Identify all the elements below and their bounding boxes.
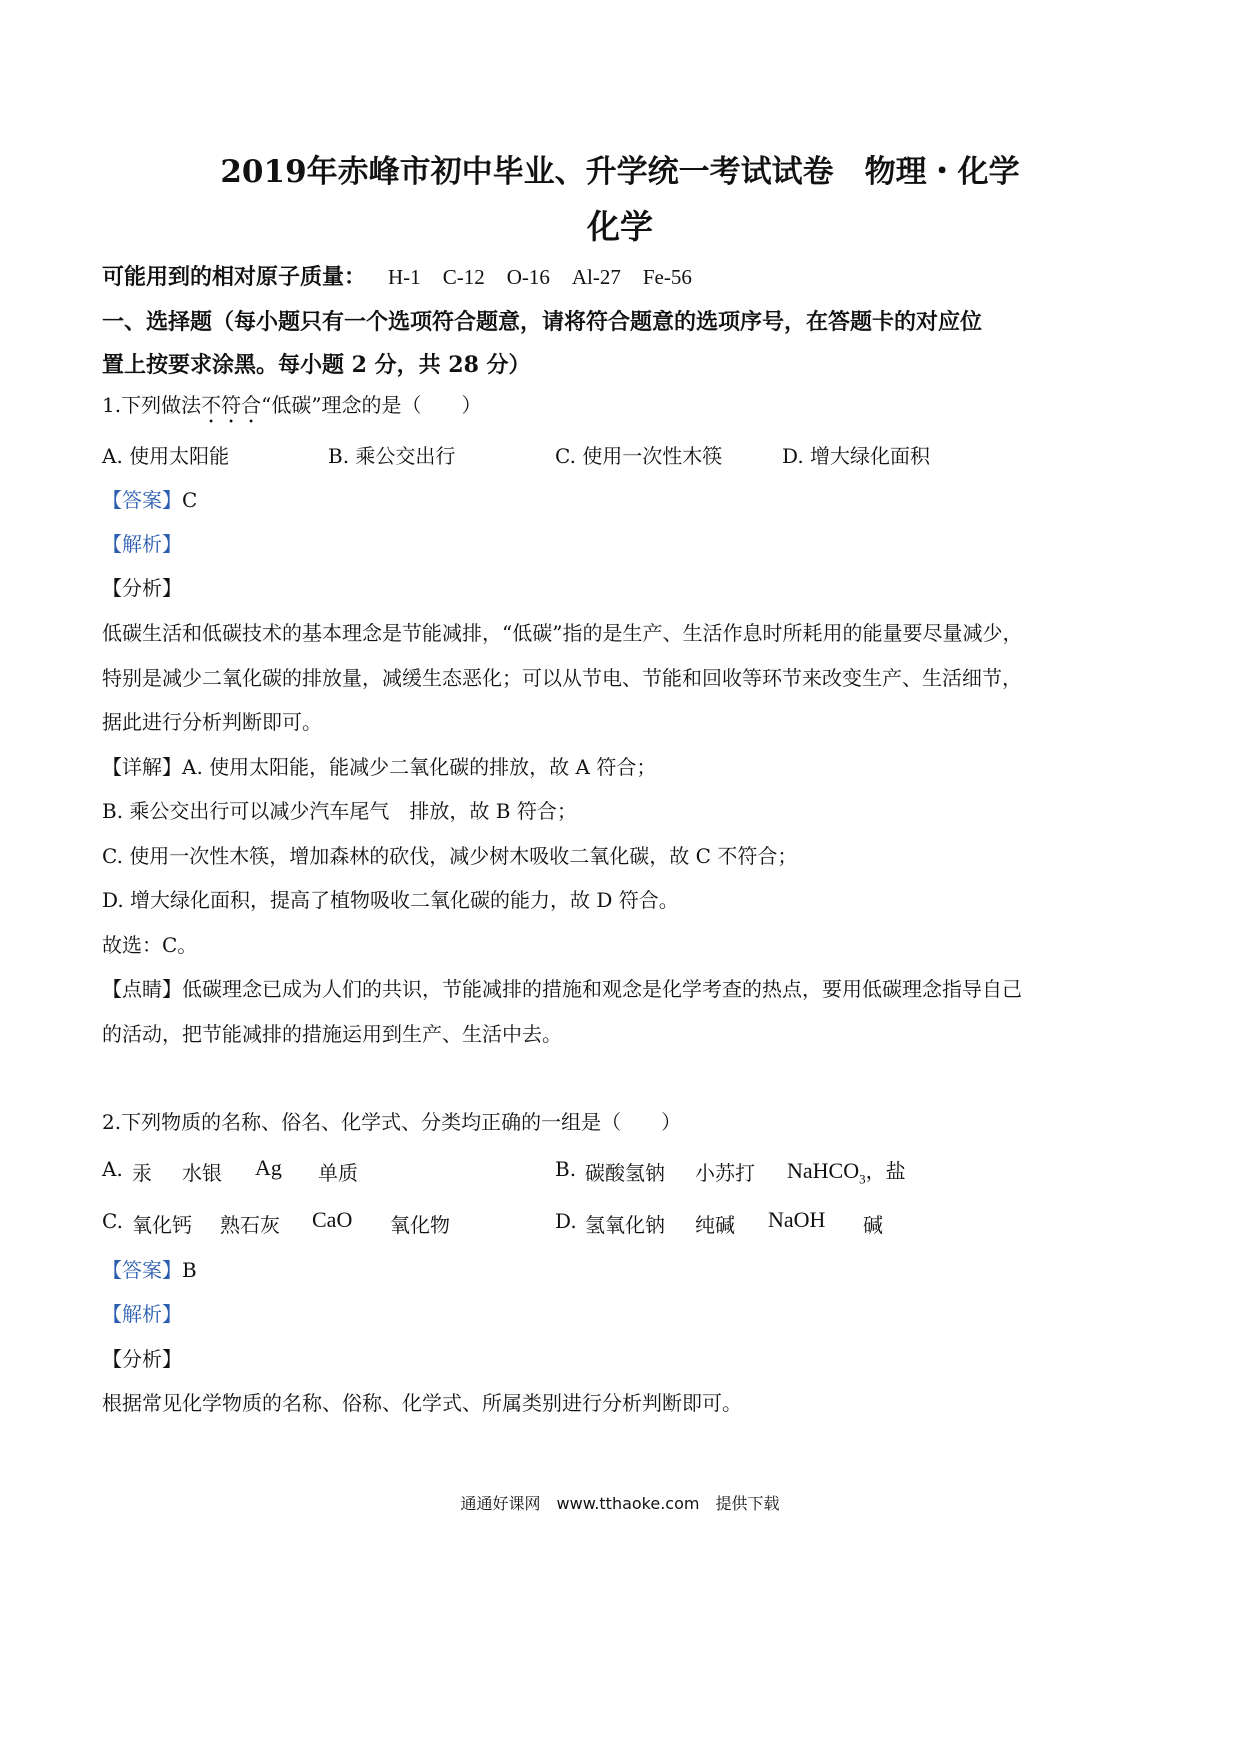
atomic-mass-item: H-1 — [388, 265, 421, 289]
q1-stem — [102, 389, 482, 428]
q2-option-a-name: 汞 — [132, 1161, 152, 1185]
dianjing-label: 【点睛】 — [102, 977, 182, 1001]
q1-option-a: A. 使用太阳能 — [102, 444, 230, 468]
q2-option-c-letter: C. — [102, 1209, 123, 1233]
q1-option-c: C. 使用一次性木筷 — [555, 444, 723, 468]
atomic-mass-item: C-12 — [442, 265, 485, 289]
q2-option-d-type: 碱 — [863, 1213, 883, 1237]
q2-answer — [102, 1254, 197, 1283]
q1-fenxi-label: 【分析】 — [102, 576, 182, 600]
q2-option-a-formula: Ag — [255, 1155, 282, 1180]
q2-option-c-common: 熟石灰 — [220, 1213, 280, 1237]
q2-option-a-common: 水银 — [182, 1161, 222, 1185]
q2-option-c-formula: CaO — [312, 1207, 353, 1232]
q1-jiexi-label: 【解析】 — [102, 532, 182, 556]
answer-label: 【答案】 — [102, 1258, 182, 1282]
q2-option-a-type: 单质 — [318, 1161, 358, 1185]
q2-option-d-letter: D. — [555, 1209, 577, 1233]
atomic-mass-label: 可能用到的相对原子质量： — [102, 264, 367, 290]
q1-analysis-line: 特别是减少二氧化碳的排放量，减缓生态恶化；可以从节电、节能和回收等环节来改变生产、生活细节， — [102, 666, 1022, 690]
q2-option-d-common: 纯碱 — [695, 1213, 735, 1237]
q2-analysis: 根据常见化学物质的名称、俗称、化学式、所属类别进行分析判断即可。 — [102, 1391, 742, 1415]
exam-title: 2019年赤峰市初中毕业、升学统一考试试卷 物理・化学 — [220, 154, 1020, 190]
answer-value: C — [182, 488, 198, 512]
formula-tail: ，盐 — [865, 1159, 906, 1183]
q1-option-d: D. 增大绿化面积 — [782, 444, 931, 468]
section-heading-line2: 置上按要求涂黑。每小题 2 分，共 28 分） — [102, 352, 531, 378]
answer-label: 【答案】 — [102, 488, 182, 512]
q1-conclusion: 故选：C。 — [102, 933, 198, 957]
q1-dianjing-line: 的活动，把节能减排的措施运用到生产、生活中去。 — [102, 1022, 562, 1046]
section-heading-line1: 一、选择题（每小题只有一个选项符合题意，请将符合题意的选项序号，在答题卡的对应位 — [102, 309, 983, 335]
detail-label: 【详解】 — [102, 755, 182, 779]
q1-stem-suffix: “低碳”理念的是（ ） — [261, 393, 482, 417]
atomic-mass-item: O-16 — [506, 265, 550, 289]
q1-detail-line: B. 乘公交出行可以减少汽车尾气 排放，故 B 符合； — [102, 799, 577, 823]
dianjing-text: 低碳理念已成为人们的共识，节能减排的措施和观念是化学考查的热点，要用低碳理念指导自己 — [182, 977, 1022, 1001]
q1-analysis-line: 据此进行分析判断即可。 — [102, 710, 322, 734]
q2-option-b-name: 碳酸氢钠 — [585, 1161, 665, 1185]
q2-option-b-common: 小苏打 — [695, 1161, 755, 1185]
q1-option-b: B. 乘公交出行 — [328, 444, 456, 468]
q1-stem-emphasis: 不符合 — [201, 393, 262, 417]
q2-option-a-letter: A. — [102, 1157, 123, 1181]
subject-title: 化学 — [587, 207, 653, 246]
q1-analysis-line: 低碳生活和低碳技术的基本理念是节能减排，“低碳”指的是生产、生活作息时所耗用的能量要尽量减少， — [102, 621, 1023, 645]
q1-detail-line: D. 增大绿化面积，提高了植物吸收二氧化碳的能力，故 D 符合。 — [102, 888, 679, 912]
q1-detail-line: C. 使用一次性木筷，增加森林的砍伐，减少树木吸收二氧化碳，故 C 不符合； — [102, 844, 798, 868]
q2-option-b-formula — [787, 1155, 906, 1187]
page-footer: 通通好课网 www.tthaoke.com 提供下载 — [460, 1494, 780, 1513]
q2-option-b-letter: B. — [555, 1157, 577, 1181]
q2-stem: 2.下列物质的名称、俗名、化学式、分类均正确的一组是（ ） — [102, 1110, 682, 1134]
q2-option-c-name: 氧化钙 — [132, 1213, 192, 1237]
answer-value: B — [182, 1258, 197, 1282]
atomic-mass-line — [102, 260, 692, 291]
q2-option-d-name: 氢氧化钠 — [585, 1213, 665, 1237]
q1-detail-line — [102, 751, 656, 780]
q2-option-d-formula: NaOH — [768, 1207, 826, 1232]
q2-jiexi-label: 【解析】 — [102, 1302, 182, 1326]
q1-answer — [102, 484, 197, 513]
atomic-mass-item: Al-27 — [571, 265, 621, 289]
q1-dianjing-line — [102, 973, 1022, 1002]
atomic-mass-item: Fe-56 — [642, 265, 692, 289]
q2-option-c-type: 氧化物 — [390, 1213, 450, 1237]
q1-stem-prefix: 1.下列做法 — [102, 393, 202, 417]
detail-text: A. 使用太阳能，能减少二氧化碳的排放，故 A 符合； — [182, 755, 657, 779]
q2-fenxi-label: 【分析】 — [102, 1347, 182, 1371]
formula-subscript: 3 — [859, 1171, 866, 1187]
formula-main: NaHCO — [787, 1158, 860, 1183]
